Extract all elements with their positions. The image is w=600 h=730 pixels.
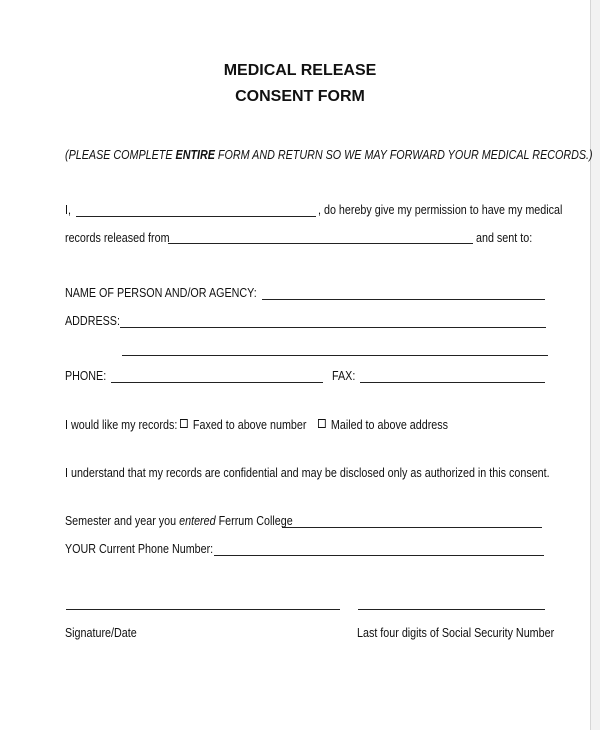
address-label: ADDRESS: — [65, 314, 120, 328]
phone-label: PHONE: — [65, 369, 107, 383]
semester-field[interactable] — [282, 527, 542, 528]
semester-label — [65, 514, 293, 528]
records-preference-label: I would like my records: — [65, 418, 178, 432]
confidentiality-statement: I understand that my records are confidential and may be disclosed only as authorized in this consent. — [65, 466, 550, 480]
semester-label-post: Ferrum College — [215, 514, 293, 528]
permission-suffix: , do hereby give my permission to have my medical — [318, 203, 563, 217]
instructions — [65, 148, 593, 162]
instructions-pre: (PLEASE COMPLETE — [65, 148, 176, 162]
records-released-label: records released from — [65, 231, 170, 245]
mailed-option-label: Mailed to above address — [330, 418, 449, 432]
phone-field[interactable] — [111, 382, 323, 383]
permission-prefix: I, — [65, 203, 71, 217]
instructions-post: FORM AND RETURN SO WE MAY FORWARD YOUR MEDICAL RECORDS.) — [214, 148, 593, 162]
mailed-option[interactable] — [318, 418, 448, 432]
faxed-checkbox[interactable] — [180, 419, 188, 428]
address-field-line-1[interactable] — [120, 327, 546, 328]
faxed-option[interactable] — [180, 418, 306, 432]
form-title-line-2: CONSENT FORM — [235, 88, 365, 105]
agency-name-field[interactable] — [262, 299, 545, 300]
form-title-line-1: MEDICAL RELEASE — [223, 62, 377, 79]
current-phone-label: YOUR Current Phone Number: — [65, 542, 214, 556]
ssn-last-four-label: Last four digits of Social Security Number — [357, 626, 555, 640]
signature-date-label: Signature/Date — [65, 626, 137, 640]
sent-to-label: and sent to: — [476, 231, 533, 245]
patient-name-field[interactable] — [76, 216, 316, 217]
fax-label: FAX: — [332, 369, 356, 383]
agency-name-label: NAME OF PERSON AND/OR AGENCY: — [65, 286, 257, 300]
address-field-line-2[interactable] — [122, 355, 548, 356]
mailed-checkbox[interactable] — [318, 419, 326, 428]
signature-date-field[interactable] — [66, 609, 340, 610]
released-from-field[interactable] — [168, 243, 473, 244]
semester-label-entered: entered — [179, 514, 216, 528]
ssn-last-four-field[interactable] — [358, 609, 545, 610]
faxed-option-label: Faxed to above number — [192, 418, 307, 432]
fax-field[interactable] — [360, 382, 545, 383]
current-phone-field[interactable] — [214, 555, 544, 556]
semester-label-pre: Semester and year you — [65, 514, 180, 528]
instructions-bold: ENTIRE — [175, 148, 215, 162]
